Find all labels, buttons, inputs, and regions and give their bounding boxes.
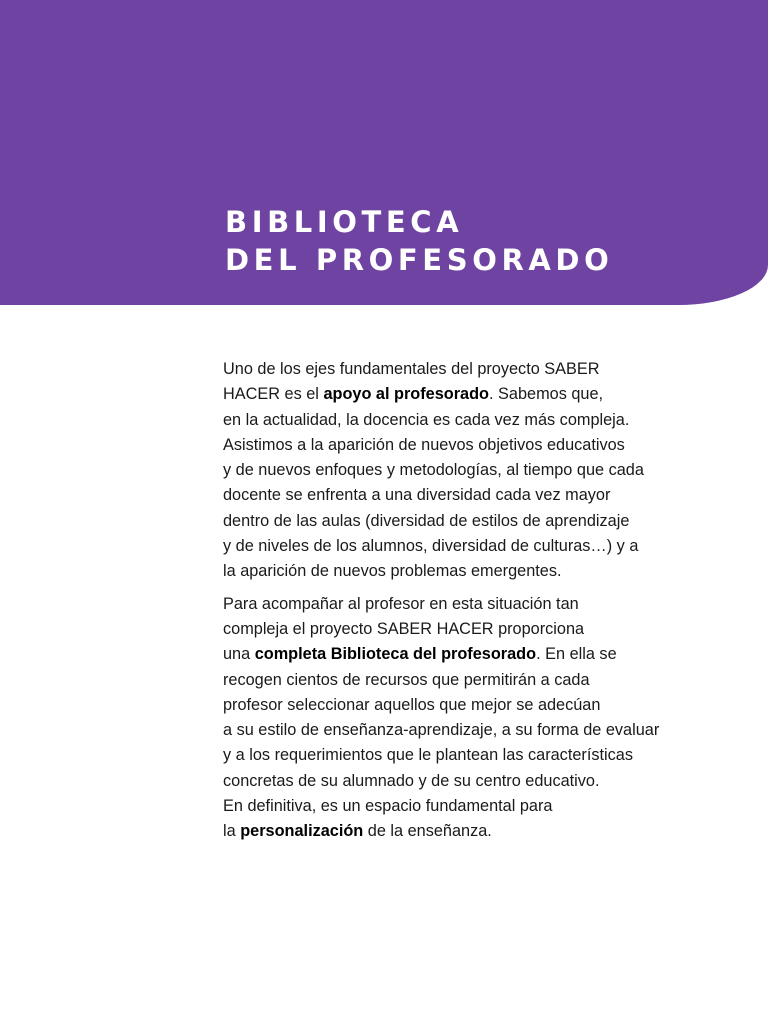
paragraph-1-line-8: y de niveles de los alumnos, diversidad de culturas…) y a bbox=[223, 537, 639, 556]
paragraph-2-line-10 bbox=[223, 819, 693, 844]
body-text bbox=[223, 357, 693, 852]
paragraph-1-line-4: Asistimos a la aparición de nuevos objetivos educativos bbox=[223, 435, 625, 454]
paragraph-1-line-9: la aparición de nuevos problemas emergentes. bbox=[223, 562, 562, 581]
page-title bbox=[225, 203, 613, 279]
bold-phrase-biblioteca: completa Biblioteca del profesorado bbox=[254, 645, 537, 664]
bold-phrase-apoyo: apoyo al profesorado bbox=[323, 385, 489, 404]
paragraph-1-line-7: dentro de las aulas (diversidad de estilos de aprendizaje bbox=[223, 511, 630, 530]
paragraph-2-line-1: Para acompañar al profesor en esta situación tan bbox=[223, 594, 579, 613]
paragraph-2-line-5: profesor seleccionar aquellos que mejor se adecúan bbox=[223, 695, 601, 714]
bold-phrase-personalizacion: personalización bbox=[240, 822, 364, 841]
text-run: la bbox=[223, 822, 241, 841]
title-line-1: BIBLIOTECA bbox=[225, 205, 464, 239]
text-run: . En ella se bbox=[536, 645, 617, 664]
paragraph-1-line-3: en la actualidad, la docencia es cada vez más compleja. bbox=[223, 410, 630, 429]
text-run: . Sabemos que, bbox=[489, 385, 604, 404]
paragraph-2-line-2: compleja el proyecto SABER HACER proporciona bbox=[223, 619, 585, 638]
paragraph-2-line-8: concretas de su alumnado y de su centro educativo. bbox=[223, 771, 600, 790]
paragraph-1-line-1: Uno de los ejes fundamentales del proyecto SABER bbox=[223, 360, 600, 378]
paragraph-2-line-9: En definitiva, es un espacio fundamental para bbox=[223, 797, 553, 816]
paragraph-2-line-4: recogen cientos de recursos que permitirán a cada bbox=[223, 670, 590, 689]
paragraph-1-line-6: docente se enfrenta a una diversidad cada vez mayor bbox=[223, 486, 611, 505]
paragraph-2-line-6: a su estilo de enseñanza-aprendizaje, a su forma de evaluar bbox=[223, 721, 660, 740]
text-run: de la enseñanza. bbox=[363, 822, 492, 841]
header-banner bbox=[0, 0, 768, 305]
paragraph-1-line-5: y de nuevos enfoques y metodologías, al tiempo que cada bbox=[223, 461, 644, 480]
paragraph-1-line-2 bbox=[223, 382, 693, 407]
paragraph-2-line-7: y a los requerimientos que le plantean las características bbox=[223, 746, 633, 765]
paragraph-2 bbox=[223, 592, 693, 845]
paragraph-1 bbox=[223, 357, 693, 585]
text-run: HACER es el bbox=[223, 385, 324, 404]
paragraph-2-line-3 bbox=[223, 642, 693, 667]
text-run: una bbox=[223, 645, 255, 664]
title-line-2: DEL PROFESORADO bbox=[225, 243, 614, 277]
